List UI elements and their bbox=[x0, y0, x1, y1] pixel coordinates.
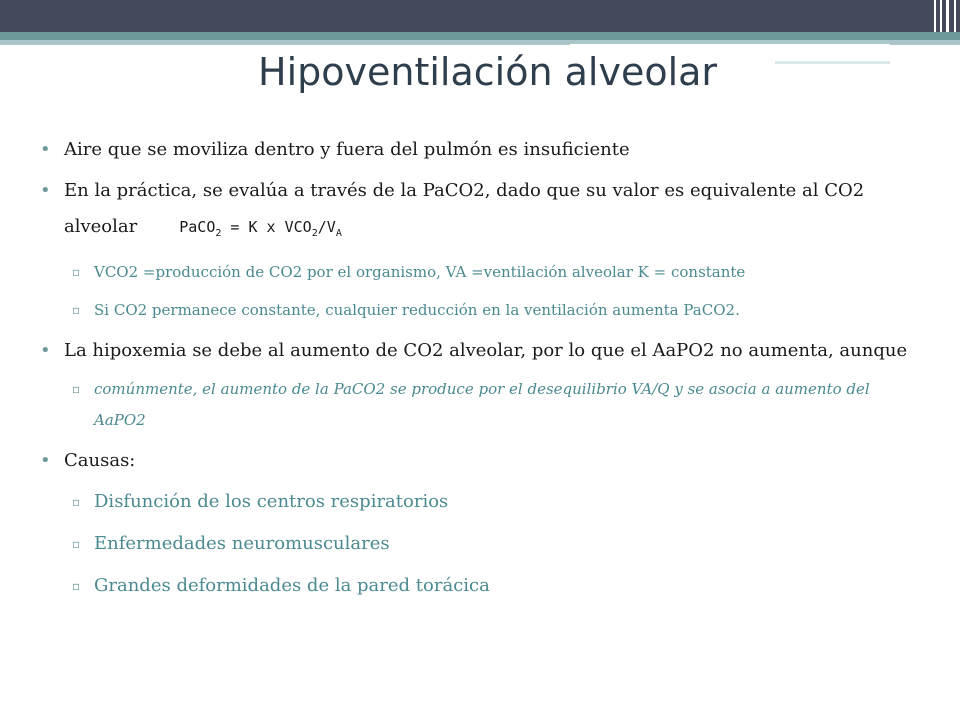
sub-bullet-co2-constant: ▫ Si CO2 permanece constante, cualquier reducción en la ventilación aumenta PaCO2. bbox=[72, 295, 920, 326]
title-underline bbox=[775, 61, 890, 64]
top-banner bbox=[0, 0, 960, 32]
cause-item: ▫ Enfermedades neuromusculares bbox=[72, 526, 920, 562]
decorative-rails bbox=[930, 0, 960, 32]
formula-subscript: 2 bbox=[311, 228, 318, 239]
formula-part: /V bbox=[317, 218, 336, 236]
slide-content bbox=[40, 132, 920, 610]
sub-bullet-vco2: ▫ VCO2 =producción de CO2 por el organismo, VA =ventilación alveolar K = constante bbox=[72, 257, 920, 288]
sub-bullet-commonly: ▫ comúnmente, el aumento de la PaCO2 se produce por el desequilibrio VA/Q y se asocia a aumento del AaPO2 bbox=[72, 374, 920, 436]
formula-part: PaCO bbox=[179, 218, 216, 236]
bullet-text: Aire que se moviliza dentro y fuera del pulmón es insuficiente bbox=[64, 139, 630, 160]
cause-item: ▫ Disfunción de los centros respiratorios bbox=[72, 484, 920, 520]
bullet-air bbox=[40, 132, 920, 168]
bullet-paco2 bbox=[40, 173, 920, 252]
formula-subscript: A bbox=[335, 228, 342, 239]
bullet-text: Causas: bbox=[64, 450, 136, 471]
slide-title: Hipoventilación alveolar bbox=[258, 50, 718, 94]
bullet-text: La hipoxemia se debe al aumento de CO2 alveolar, por lo que el AaPO2 no aumenta, aunque bbox=[64, 340, 908, 361]
cause-item: ▫ Grandes deformidades de la pared torácica bbox=[72, 568, 920, 604]
bullet-hypoxemia bbox=[40, 333, 920, 369]
teal-accent-stripe bbox=[0, 32, 960, 40]
bullet-causes bbox=[40, 443, 920, 479]
formula-part: = K x VCO bbox=[221, 218, 312, 236]
paco2-formula bbox=[179, 218, 342, 239]
formula-subscript: 2 bbox=[215, 228, 222, 239]
bullet-text: En la práctica, se evalúa a través de la PaCO2, dado que su valor es equivalente al CO2 alveolar bbox=[64, 180, 865, 237]
